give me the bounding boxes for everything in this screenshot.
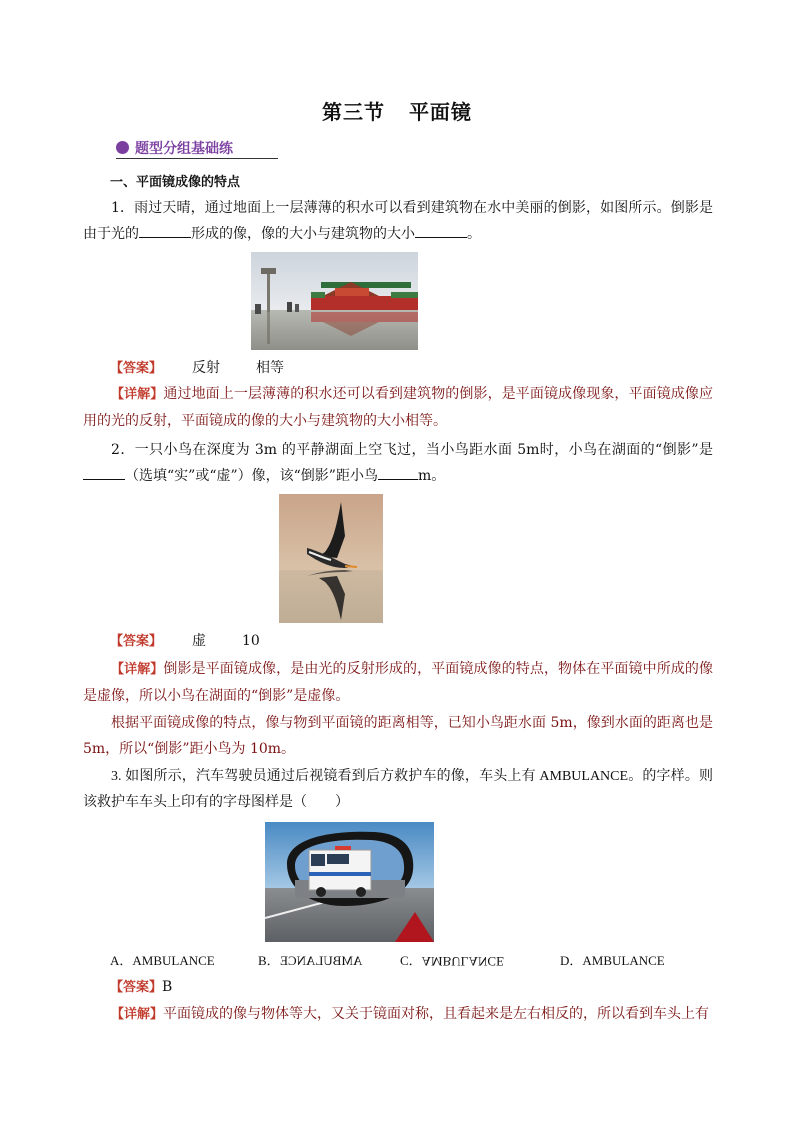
q3-option-c-text: AMBULANCE [421, 954, 505, 969]
q1-blank-2 [415, 223, 467, 238]
q2-answer-label: 【答案】 [110, 634, 163, 649]
q3-detail [83, 1001, 713, 1028]
q3-option-b-text: AMBULANCE [279, 953, 363, 968]
section-tag-label: 题型分组基础练 [135, 141, 233, 157]
q3-option-a-text: AMBULANCE [132, 953, 215, 968]
page-title [0, 96, 794, 125]
q2-answer-line [110, 630, 260, 650]
title-part1: 第三节 [322, 100, 386, 124]
q3-option-d-label: D． [560, 953, 583, 968]
q2-answer-2: 10 [242, 633, 260, 649]
q2-text-b: （选填“实”或“虚”）像，该“倒影”距小鸟 [125, 468, 378, 484]
q2-answer-1: 虚 [192, 633, 207, 649]
q1-text-a: 1．雨过天晴，通过地面上一层薄薄的积水可以看到建筑物在水中美丽的倒影，如图所示。倒影是由于光的 [83, 200, 713, 242]
q3-option-a-label: A． [110, 953, 133, 968]
bullet-dot-icon [116, 141, 129, 154]
q1-blank-1 [139, 223, 191, 238]
q3-image-rearview-mirror [265, 822, 434, 942]
q1-answer-2: 相等 [256, 360, 285, 376]
q1-text-b: 形成的像，像的大小与建筑物的大小 [191, 226, 415, 242]
question-2 [83, 437, 713, 489]
q2-blank-2 [378, 465, 418, 480]
q1-detail [83, 381, 713, 434]
question-1 [83, 195, 713, 247]
title-part2: 平面镜 [408, 100, 472, 124]
q3-option-b[interactable] [258, 950, 362, 969]
question-3: 3. 如图所示，汽车驾驶员通过后视镜看到后方救护车的像，车头上有 AMBULANCE。的字样。则该救护车车头上印有的字母图样是（ ） [83, 769, 713, 810]
q2-text-a: 2．一只小鸟在深度为 3m 的平静湖面上空飞过，当小鸟距水面 5m时，小鸟在湖面的“倒影”是 [111, 442, 713, 458]
q3-option-b-label: B． [258, 953, 280, 968]
q3-option-a[interactable] [110, 950, 215, 969]
q3-option-d-text: AMBULANCE [582, 953, 665, 968]
q3-answer-label: 【答案】 [110, 980, 163, 995]
section-tag [116, 138, 278, 159]
q3-detail-text: 平面镜成的像与物体等大，又关于镜面对称，且看起来是左右相反的，所以看到车头上有 [163, 1006, 710, 1022]
q2-text-c: m。 [417, 468, 446, 484]
q2-detail-text: 倒影是平面镜成像，是由光的反射形成的，平面镜成像的特点，物体在平面镜中所成的像是虚像，所以小鸟在湖面的“倒影”是虚像。 [83, 661, 713, 704]
q2-image-bird-reflection [279, 494, 383, 623]
q1-answer-line [110, 357, 284, 377]
heading-mirror-features: 一、平面镜成像的特点 [110, 175, 241, 190]
q1-detail-text: 通过地面上一层薄薄的积水还可以看到建筑物的倒影，是平面镜成像现象，平面镜成像应用的光的反射，平面镜成的像的大小与建筑物的大小相等。 [83, 386, 713, 429]
q3-option-c[interactable] [400, 950, 504, 969]
q2-detail-label: 【详解】 [111, 662, 164, 677]
q3-option-c-label: C． [400, 953, 422, 968]
q1-answer-label: 【答案】 [110, 361, 163, 376]
q1-answer-1: 反射 [192, 360, 221, 376]
q2-detail [83, 656, 713, 709]
q3-answer-line [110, 976, 172, 995]
q3-option-d[interactable] [560, 950, 665, 969]
q1-image-building-reflection [251, 252, 418, 350]
q1-text-c: 。 [467, 226, 481, 242]
q3-answer-value: B [162, 979, 173, 995]
q2-detail-2: 根据平面镜成像的特点，像与物到平面镜的距离相等，已知小鸟距水面 5m，像到水面的距离也是 5m，所以“倒影”距小鸟为 10m。 [83, 715, 713, 757]
q1-detail-label: 【详解】 [111, 387, 164, 402]
q3-detail-label: 【详解】 [111, 1007, 164, 1022]
q2-blank-1 [83, 465, 125, 480]
